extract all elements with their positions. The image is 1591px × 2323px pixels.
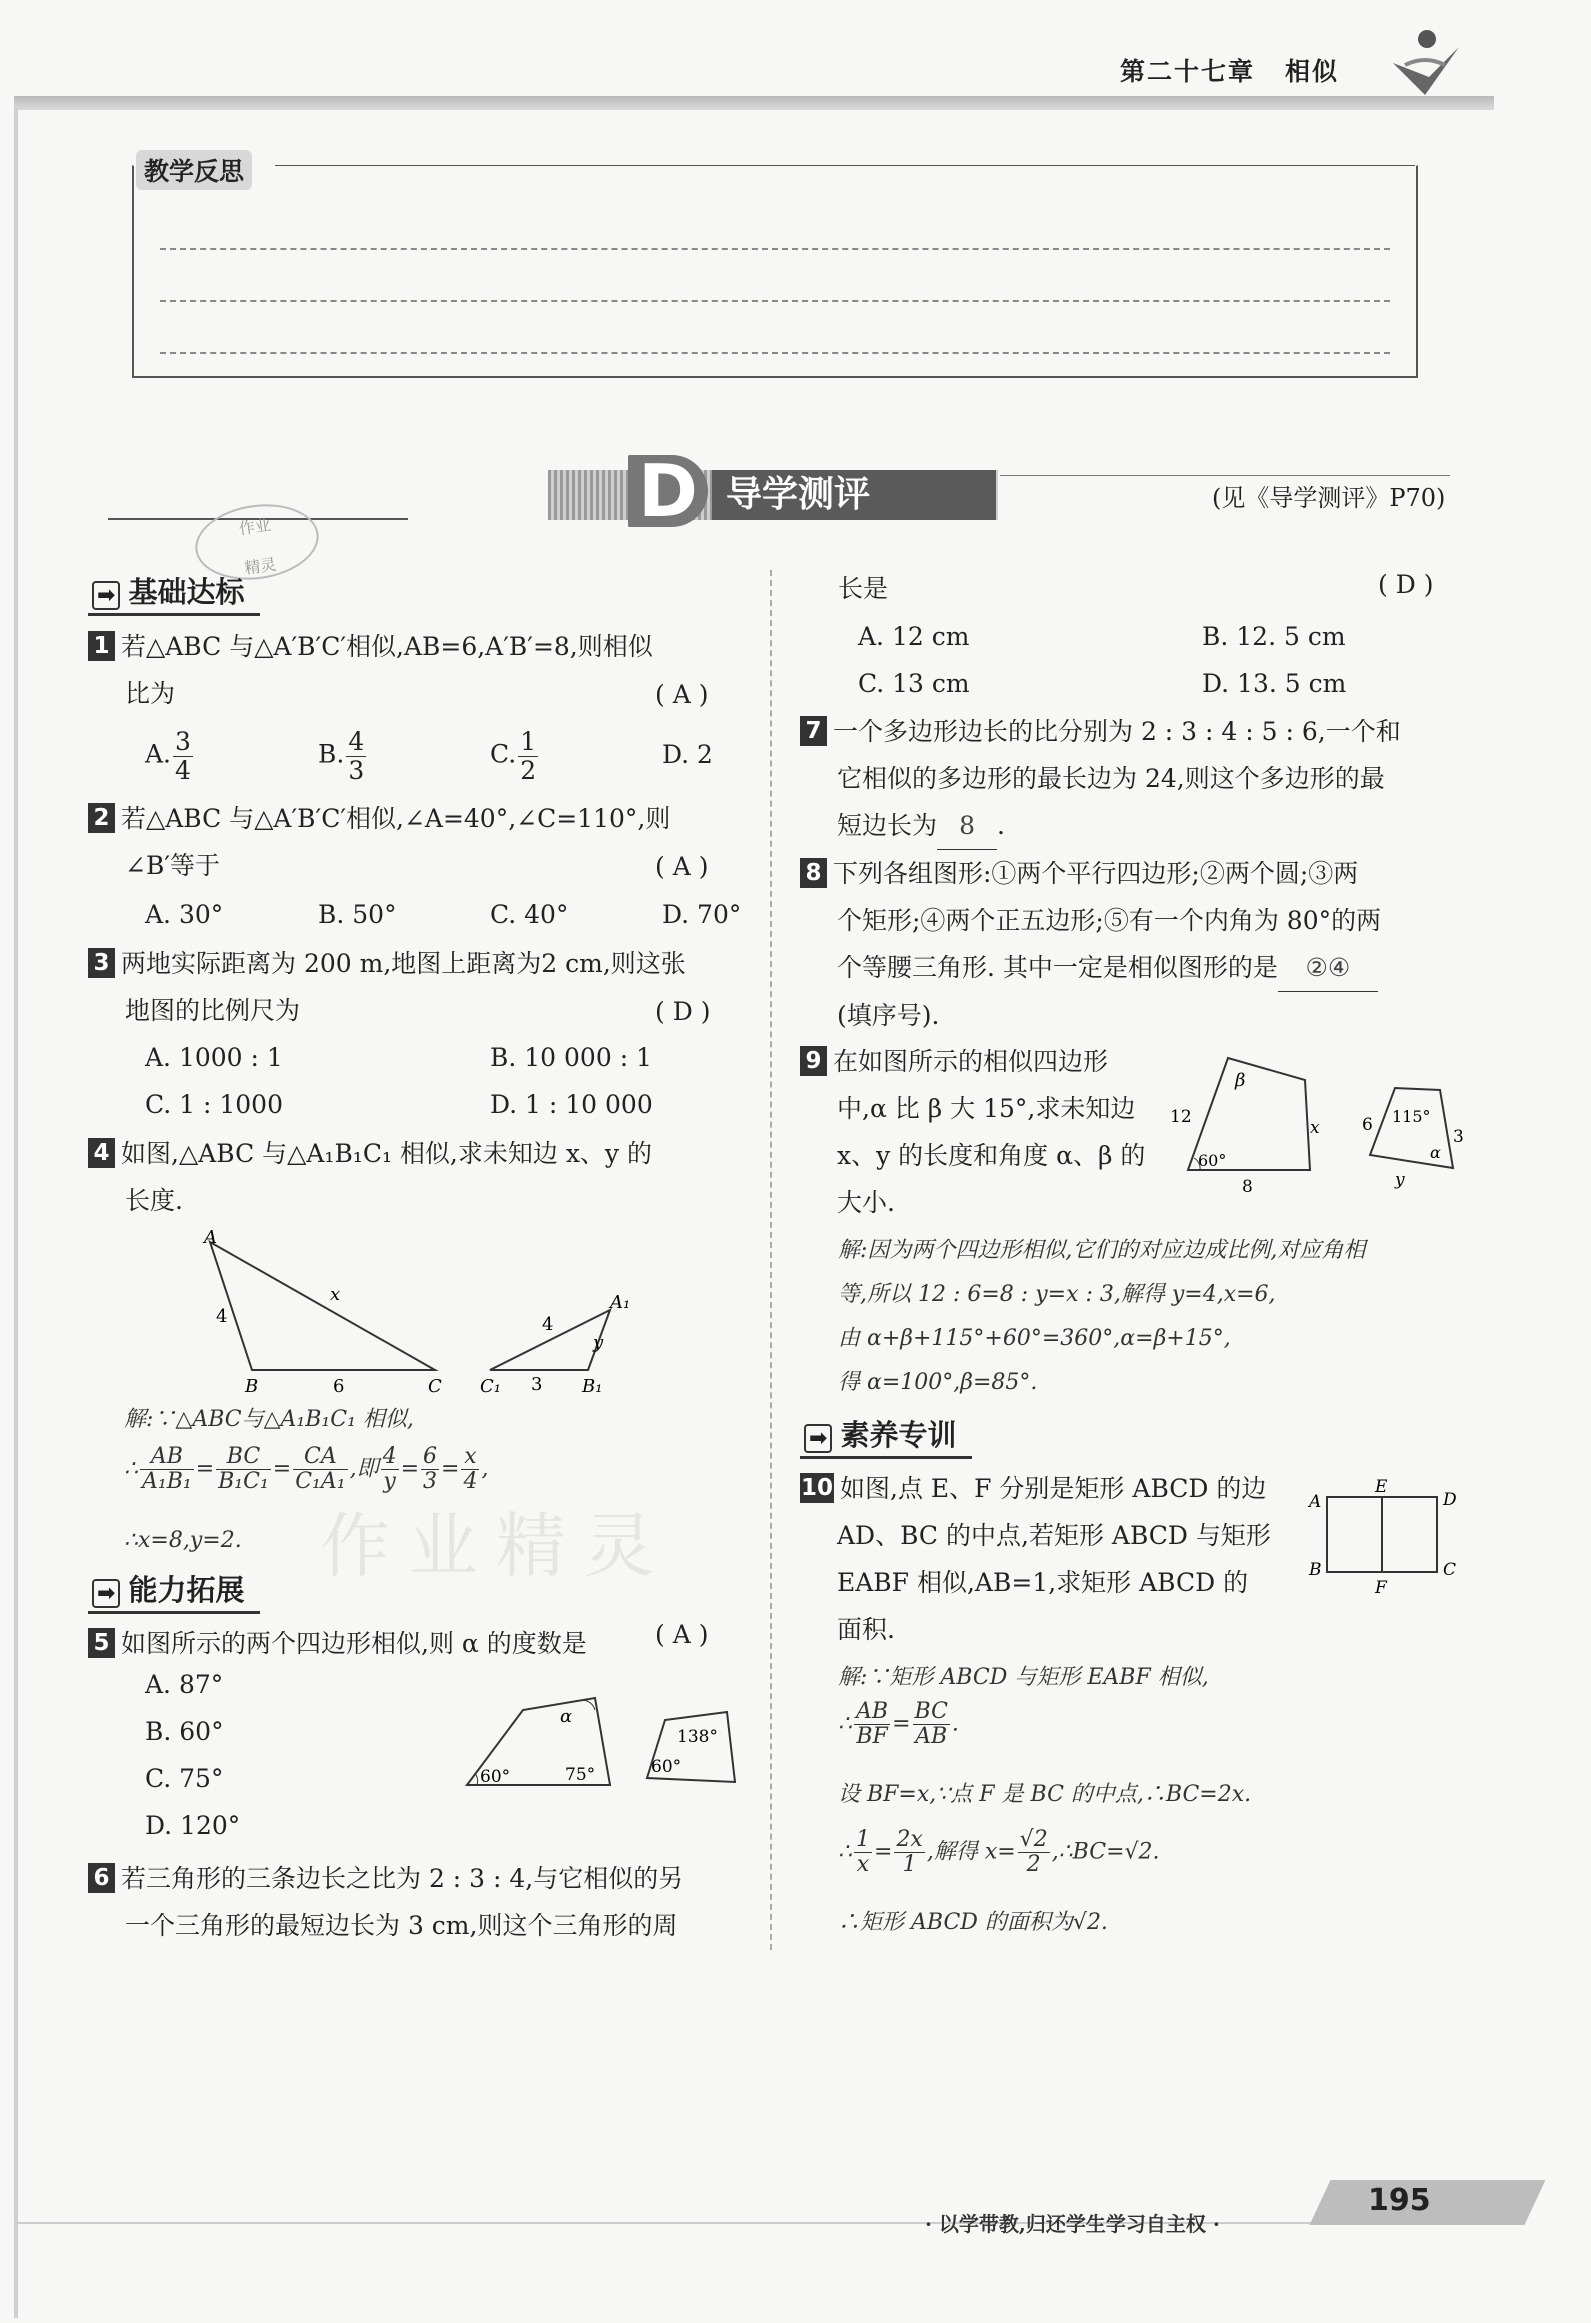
q6-option-a: A. 12 cm — [858, 622, 970, 651]
q4-triangles-figure — [190, 1230, 650, 1395]
q2-option-d: D. 70° — [662, 900, 742, 929]
q6-option-b: B. 12. 5 cm — [1202, 622, 1346, 651]
label-12: 12 — [1170, 1107, 1192, 1127]
triangle-abc — [210, 1242, 435, 1370]
q10-solution-line-3: 设 BF=x,∵点 F 是 BC 的中点,∴BC=2x. — [838, 1782, 1252, 1807]
q4-solution-line-3: ∴x=8,y=2. — [124, 1528, 242, 1553]
label-a1b1: y — [593, 1332, 604, 1353]
label-c1: C₁ — [480, 1376, 501, 1395]
section-ability: ➡ 能力拓展 — [88, 1568, 260, 1614]
logo-icon — [1385, 25, 1465, 100]
label-8: 8 — [1242, 1177, 1253, 1197]
q5-option-c: C. 75° — [145, 1764, 224, 1793]
q9-solution-line-1: 解:因为两个四边形相似,它们的对应边成比例,对应角相 — [838, 1238, 1366, 1263]
q2-option-b: B. 50° — [318, 900, 397, 929]
question-6: 6 若三角形的三条边长之比为 2 : 3 : 4,与它相似的另 一个三角形的最短边长为 3 cm,则这个三角形的周 — [88, 1855, 758, 1949]
q10-solution-line-2: ∴ $\frac{AB}{BF}$ = $\frac{BC}{AB}$ . — [838, 1699, 959, 1750]
banner-letter: D — [628, 455, 708, 527]
q2-option-a: A. 30° — [145, 900, 224, 929]
chapter-number: 第二十七章 — [1120, 57, 1256, 86]
label-a1c1: 4 — [542, 1314, 554, 1335]
q5-option-a: A. 87° — [145, 1670, 224, 1699]
q3-option-a: A. 1000 : 1 — [145, 1043, 283, 1072]
label-alpha: α — [1430, 1143, 1441, 1162]
label-6: 6 — [1362, 1115, 1373, 1135]
label-alpha: α — [560, 1706, 573, 1727]
label-beta: β — [1235, 1070, 1246, 1091]
label-ac: x — [330, 1284, 341, 1305]
label-138: 138° — [677, 1727, 718, 1747]
section-basic: ➡ 基础达标 — [88, 570, 260, 616]
homework-stamp: 作业 精灵 — [190, 497, 323, 588]
q6-answer: ( D ) — [1378, 570, 1434, 599]
q1-answer: ( A ) — [655, 680, 709, 709]
label-a: A — [1309, 1492, 1322, 1512]
q3-option-c: C. 1 : 1000 — [145, 1090, 283, 1119]
footer-rule — [14, 2222, 1434, 2224]
label-b: B — [1309, 1560, 1322, 1580]
label-ab: 4 — [216, 1306, 228, 1327]
arrow-icon: ➡ — [92, 581, 120, 610]
reflection-line-3 — [160, 352, 1390, 354]
question-1: 1 若△ABC 与△A′B′C′相似,AB=6,A′B′=8,则相似 比为 — [88, 623, 748, 717]
label-60b: 60° — [651, 1757, 682, 1777]
q1-option-d: D. 2 — [662, 740, 713, 769]
label-c: C — [428, 1376, 442, 1395]
q2-answer: ( A ) — [655, 852, 709, 881]
q5-answer: ( A ) — [655, 1620, 709, 1649]
label-60deg: 60° — [1198, 1151, 1227, 1170]
q10-solution-line-1: 解:∵矩形 ABCD 与矩形 EABF 相似, — [838, 1665, 1209, 1690]
q9-solution-line-4: 得 α=100°,β=85°. — [838, 1370, 1038, 1395]
q9-quadrilaterals-figure — [1170, 1050, 1470, 1200]
q9-solution-line-2: 等,所以 12 : 6=8 : y=x : 3,解得 y=4,x=6, — [838, 1282, 1276, 1307]
q3-option-b: B. 10 000 : 1 — [490, 1043, 652, 1072]
q6-option-d: D. 13. 5 cm — [1202, 669, 1347, 698]
q7-blank: 8 — [937, 802, 997, 850]
label-3: 3 — [1453, 1127, 1464, 1147]
q5-quadrilaterals-figure — [455, 1670, 755, 1800]
column-divider — [770, 570, 772, 1950]
label-x: x — [1310, 1118, 1320, 1138]
label-60: 60° — [480, 1767, 511, 1787]
reflection-box — [132, 165, 1418, 378]
chapter-topic: 相似 — [1285, 57, 1340, 86]
arrow-icon: ➡ — [804, 1424, 832, 1453]
q3-answer: ( D ) — [655, 997, 711, 1026]
question-7: 7 一个多边形边长的比分别为 2 : 3 : 4 : 5 : 6,一个和 它相似的多边形的最长边为 24,则这个多边形的最 短边长为 8 . — [800, 708, 1470, 850]
label-75: 75° — [565, 1765, 596, 1785]
banner-rule — [1000, 475, 1450, 476]
reflection-line-1 — [160, 248, 1390, 250]
question-4: 4 如图,△ABC 与△A₁B₁C₁ 相似,求未知边 x、y 的 长度. — [88, 1130, 758, 1224]
question-10: 10 如图,点 E、F 分别是矩形 ABCD 的边 AD、BC 的中点,若矩形 ABCD 与矩形 EABF 相似,AB=1,求矩形 ABCD 的 面积. — [800, 1474, 1271, 1644]
q5-option-d: D. 120° — [145, 1811, 241, 1840]
label-y: y — [1395, 1170, 1405, 1190]
q5-option-b: B. 60° — [145, 1717, 224, 1746]
label-b: B — [245, 1376, 259, 1395]
label-bc: 6 — [333, 1376, 345, 1395]
q1-option-a: A. $\frac{3}{4}$ — [145, 727, 191, 785]
watermark: 作业精灵 — [320, 1505, 672, 1587]
q3-option-d: D. 1 : 10 000 — [490, 1090, 653, 1119]
question-5: 5 如图所示的两个四边形相似,则 α 的度数是 — [88, 1620, 758, 1667]
label-a1: A₁ — [610, 1292, 631, 1313]
q4-solution-line-2: ∴ $\frac{AB}{\text{A₁B₁}}$ = $\frac{BC}{\text{B₁C₁}}$ = $\frac{CA}{\text{C₁A₁}}$ ,即 $\frac{4}{y}$ = $\frac{6}{3}$ = $\frac{x}{4}$ , — [124, 1444, 489, 1495]
q10-solution-line-4: ∴ $\frac{1}{x}$ = $\frac{2x}{1}$ ,解得 x= $\frac{√2}{2}$ ,∴BC=√2. — [838, 1827, 1160, 1878]
arrow-icon: ➡ — [92, 1579, 120, 1608]
label-f: F — [1375, 1578, 1387, 1598]
label-c1b1: 3 — [531, 1374, 543, 1395]
header-bar — [14, 96, 1494, 110]
reflection-line-2 — [160, 300, 1390, 302]
q10-rectangle-figure — [1305, 1475, 1470, 1605]
q9-solution-line-3: 由 α+β+115°+60°=360°,α=β+15°, — [838, 1326, 1231, 1351]
label-115: 115° — [1392, 1107, 1431, 1126]
q6-continuation: 长是 — [838, 574, 889, 603]
section-literacy: ➡ 素养专训 — [800, 1413, 972, 1459]
q1-option-b: B. $\frac{4}{3}$ — [318, 727, 365, 785]
label-c: C — [1443, 1560, 1457, 1580]
question-8: 8 下列各组图形:①两个平行四边形;②两个圆;③两 个矩形;④两个正五边形;⑤有一个内角为 80°的两 个等腰三角形. 其中一定是相似图形的是 ②④ (填序号). — [800, 850, 1470, 1039]
q10-solution-line-5: ∴矩形 ABCD 的面积为√2. — [838, 1910, 1108, 1935]
q6-option-c: C. 13 cm — [858, 669, 970, 698]
question-3: 3 两地实际距离为 200 m,地图上距离为2 cm,则这张 地图的比例尺为 — [88, 940, 748, 1034]
banner-title: 导学测评 — [712, 470, 996, 520]
label-d: D — [1443, 1490, 1457, 1510]
q2-option-c: C. 40° — [490, 900, 569, 929]
footer-slogan: · 以学带教,归还学生学习自主权 · — [925, 2212, 1220, 2236]
label-a: A — [204, 1230, 217, 1248]
q1-option-c: C. $\frac{1}{2}$ — [490, 727, 537, 785]
label-e: E — [1375, 1477, 1388, 1497]
label-b1: B₁ — [582, 1376, 603, 1395]
question-9: 9 在如图所示的相似四边形 中,α 比 β 大 15°,求未知边 x、y 的长度和角度 α、β 的 大小. — [800, 1038, 1200, 1226]
q8-blank: ②④ — [1278, 944, 1378, 992]
reflection-title: 教学反思 — [136, 150, 252, 190]
q4-solution-line-1: 解:∵△ABC与△A₁B₁C₁ 相似, — [124, 1407, 414, 1432]
page-number: 195 — [1368, 2183, 1431, 2218]
question-2: 2 若△ABC 与△A′B′C′相似,∠A=40°,∠C=110°,则 ∠B′等于 — [88, 795, 748, 889]
chapter-title — [1120, 52, 1369, 88]
page-left-rule — [14, 108, 18, 2318]
banner-reference: (见《导学测评》P70) — [1212, 484, 1446, 512]
